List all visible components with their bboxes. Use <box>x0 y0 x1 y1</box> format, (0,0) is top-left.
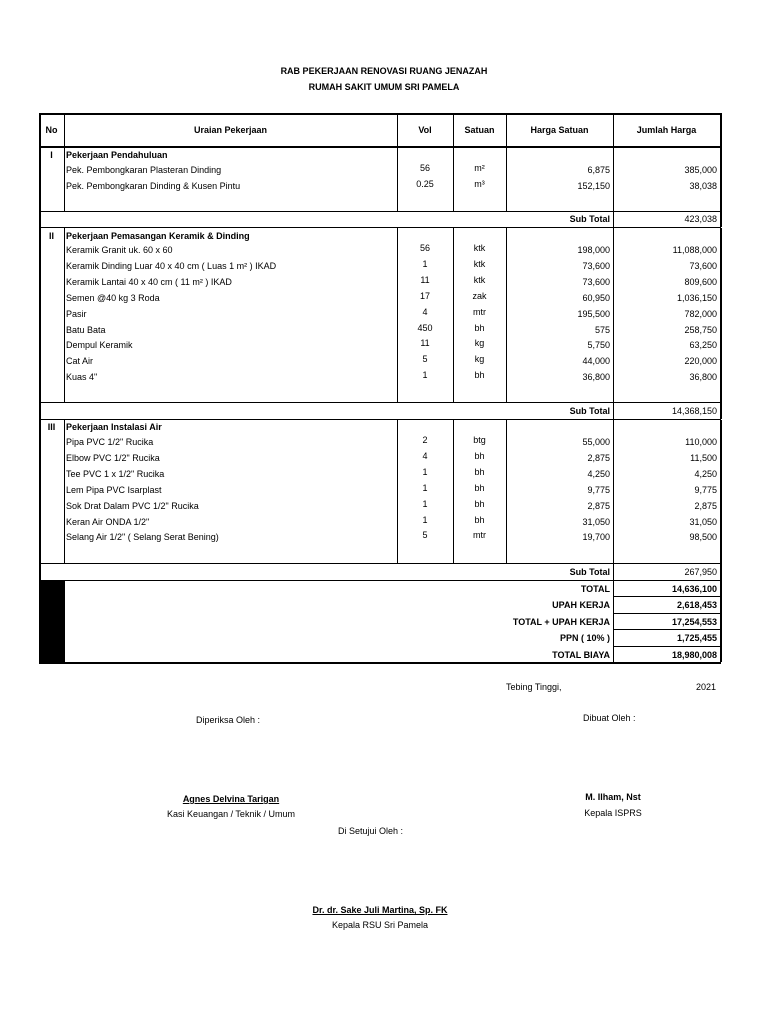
table-vline <box>720 563 722 580</box>
item-satuan: bh <box>474 498 485 509</box>
item-vol: 17 <box>419 290 430 301</box>
total-value: 1,725,455 <box>676 633 717 644</box>
item-harga-satuan: 31,050 <box>582 516 610 527</box>
item-uraian: Keran Air ONDA 1/2" <box>66 516 150 527</box>
maker-name: M. Ilham, Nst <box>585 792 641 802</box>
signature-place: Tebing Tinggi, <box>506 682 562 692</box>
table-hline <box>39 580 721 581</box>
item-vol: 4 <box>422 450 428 461</box>
header-vol: Vol <box>418 125 432 135</box>
item-jumlah-harga: 31,050 <box>689 516 717 527</box>
total-label: UPAH KERJA <box>552 600 610 611</box>
item-harga-satuan: 19,700 <box>582 532 610 543</box>
section-number: I <box>50 150 53 160</box>
total-label: TOTAL BIAYA <box>552 649 610 660</box>
checked-by-label: Diperiksa Oleh : <box>196 715 261 725</box>
table-vline <box>64 228 65 402</box>
item-harga-satuan: 2,875 <box>587 452 610 463</box>
item-uraian: Cat Air <box>66 356 94 367</box>
item-uraian: Dempul Keramik <box>66 340 133 351</box>
signature-year: 2021 <box>696 682 717 692</box>
item-uraian: Tee PVC 1 x 1/2" Rucika <box>66 468 165 479</box>
table-vline <box>613 113 614 148</box>
item-vol: 1 <box>422 498 428 509</box>
item-harga-satuan: 73,600 <box>582 260 610 271</box>
item-satuan: ktk <box>473 243 486 253</box>
item-vol: 11 <box>420 338 430 349</box>
subtotal-value: 267,950 <box>684 567 717 577</box>
item-jumlah-harga: 809,600 <box>684 276 717 287</box>
item-satuan: zak <box>472 290 487 301</box>
total-label: TOTAL + UPAH KERJA <box>512 616 610 627</box>
item-jumlah-harga: 110,000 <box>685 437 717 447</box>
item-jumlah-harga: 11,500 <box>690 452 717 463</box>
item-uraian: Pek. Pembongkaran Plasteran Dinding <box>66 165 222 175</box>
item-uraian: Keramik Dinding Luar 40 x 40 cm ( Luas 1 m² ) IKAD <box>66 260 277 271</box>
item-harga-satuan: 73,600 <box>582 276 610 287</box>
doc-title-line2: RUMAH SAKIT UMUM SRI PAMELA <box>308 82 460 92</box>
item-satuan: mtr <box>473 306 486 317</box>
item-harga-satuan: 55,000 <box>582 437 610 447</box>
subtotal-value: 14,368,150 <box>671 406 717 416</box>
table-vline <box>720 228 722 402</box>
table-vline <box>453 113 454 148</box>
item-satuan: bh <box>474 450 485 461</box>
table-hline <box>39 662 721 664</box>
item-uraian: Pek. Pembongkaran Dinding & Kusen Pintu <box>66 180 241 191</box>
item-satuan: btg <box>473 435 486 445</box>
approver-position: Kepala RSU Sri Pamela <box>331 920 429 930</box>
table-vline <box>39 228 41 402</box>
item-jumlah-harga: 220,000 <box>684 356 717 367</box>
item-harga-satuan: 9,775 <box>587 484 610 495</box>
total-value: 2,618,453 <box>676 600 717 611</box>
item-jumlah-harga: 9,775 <box>694 484 717 495</box>
table-vline <box>39 420 41 563</box>
table-vline <box>39 402 41 419</box>
item-satuan: kg <box>474 338 485 349</box>
item-harga-satuan: 195,500 <box>577 308 610 319</box>
header-harga-satuan: Harga Satuan <box>530 125 589 135</box>
section-number: II <box>48 231 54 241</box>
section-title: Pekerjaan Pemasangan Keramik & Dinding <box>66 231 250 241</box>
subtotal-value: 423,038 <box>684 214 717 224</box>
totals-black-block <box>39 580 65 662</box>
subtotal-label: Sub Total <box>569 214 610 224</box>
item-uraian: Kuas 4" <box>66 372 98 383</box>
item-jumlah-harga: 36,800 <box>689 372 717 383</box>
item-vol: 4 <box>422 306 428 317</box>
item-vol: 56 <box>419 243 430 253</box>
doc-title-line1: RAB PEKERJAAN RENOVASI RUANG JENAZAH <box>280 66 488 76</box>
total-label: TOTAL <box>580 584 610 594</box>
item-uraian: Batu Bata <box>66 324 106 335</box>
table-vline <box>720 211 722 227</box>
table-hline <box>613 596 721 597</box>
item-jumlah-harga: 63,250 <box>689 340 717 351</box>
total-value: 14,636,100 <box>671 584 717 594</box>
item-jumlah-harga: 385,000 <box>684 165 717 175</box>
table-hline <box>39 419 721 420</box>
item-satuan: bh <box>474 370 485 381</box>
item-satuan: m³ <box>474 178 485 189</box>
table-hline <box>39 563 721 564</box>
total-value: 18,980,008 <box>671 649 717 660</box>
table-vline <box>64 420 65 563</box>
table-hline <box>39 211 721 212</box>
table-hline <box>39 227 721 228</box>
header-satuan: Satuan <box>464 125 495 135</box>
item-harga-satuan: 575 <box>594 324 610 335</box>
section-title: Pekerjaan Instalasi Air <box>66 422 162 432</box>
item-jumlah-harga: 2,875 <box>694 500 717 511</box>
table-vline <box>506 113 507 148</box>
item-jumlah-harga: 98,500 <box>689 532 717 543</box>
table-hline <box>39 146 721 148</box>
item-vol: 5 <box>422 530 428 541</box>
table-hline <box>613 613 721 614</box>
item-jumlah-harga: 11,088,000 <box>672 245 717 255</box>
table-vline <box>64 148 65 211</box>
item-vol: 5 <box>422 354 428 365</box>
table-hline <box>613 646 721 647</box>
item-jumlah-harga: 1,036,150 <box>676 292 717 303</box>
item-vol: 1 <box>422 482 428 493</box>
item-vol: 56 <box>419 163 430 173</box>
subtotal-label: Sub Total <box>569 406 610 416</box>
item-jumlah-harga: 73,600 <box>689 260 717 271</box>
item-uraian: Selang Air 1/2" ( Selang Serat Bening) <box>66 532 219 543</box>
item-satuan: bh <box>474 322 485 333</box>
item-uraian: Keramik Lantai 40 x 40 cm ( 11 m² ) IKAD <box>66 276 232 287</box>
section-number: III <box>47 422 56 432</box>
item-harga-satuan: 152,150 <box>577 180 610 191</box>
item-vol: 0.25 <box>416 178 434 189</box>
header-uraian: Uraian Pekerjaan <box>193 125 268 135</box>
item-satuan: kg <box>474 354 485 365</box>
item-vol: 1 <box>422 258 428 269</box>
table-vline <box>720 580 722 662</box>
table-vline <box>64 113 65 148</box>
item-harga-satuan: 2,875 <box>587 500 610 511</box>
item-satuan: ktk <box>473 274 486 285</box>
item-uraian: Lem Pipa PVC Isarplast <box>66 484 162 495</box>
item-uraian: Semen @40 kg 3 Roda <box>66 292 160 303</box>
item-satuan: bh <box>474 482 485 493</box>
table-vline <box>39 563 41 580</box>
item-satuan: bh <box>474 514 485 525</box>
subtotal-label: Sub Total <box>569 567 610 577</box>
made-by-label: Dibuat Oleh : <box>583 713 636 723</box>
item-uraian: Pipa PVC 1/2" Rucika <box>66 437 154 447</box>
total-value: 17,254,553 <box>671 616 717 627</box>
item-vol: 11 <box>420 274 430 285</box>
table-hline <box>39 402 721 403</box>
approved-label: Di Setujui Oleh : <box>338 826 404 836</box>
item-harga-satuan: 60,950 <box>582 292 610 303</box>
item-harga-satuan: 5,750 <box>587 340 610 351</box>
section-title: Pekerjaan Pendahuluan <box>66 150 168 160</box>
item-satuan: ktk <box>473 258 486 269</box>
item-harga-satuan: 4,250 <box>587 468 610 479</box>
item-harga-satuan: 44,000 <box>582 356 610 367</box>
header-jumlah-harga: Jumlah Harga <box>636 125 697 135</box>
item-vol: 2 <box>422 435 428 445</box>
table-vline <box>397 113 398 148</box>
item-vol: 450 <box>417 322 433 333</box>
item-jumlah-harga: 38,038 <box>689 180 717 191</box>
maker-position: Kepala ISPRS <box>584 808 642 818</box>
item-harga-satuan: 6,875 <box>587 165 610 175</box>
item-satuan: m² <box>474 163 485 173</box>
item-harga-satuan: 198,000 <box>577 245 610 255</box>
total-label: PPN ( 10% ) <box>559 633 610 644</box>
approver-name: Dr. dr. Sake Juli Martina, Sp. FK <box>312 905 448 915</box>
table-hline <box>39 113 721 115</box>
table-vline <box>39 211 41 227</box>
table-vline <box>720 402 722 419</box>
table-vline <box>720 113 722 148</box>
item-uraian: Elbow PVC 1/2" Rucika <box>66 452 160 463</box>
table-vline <box>720 420 722 563</box>
item-satuan: bh <box>474 466 485 477</box>
checker-name: Agnes Delvina Tarigan <box>182 794 280 804</box>
item-vol: 1 <box>422 370 428 381</box>
header-no: No <box>45 125 58 135</box>
item-uraian: Pasir <box>66 308 87 319</box>
item-uraian: Keramik Granit uk. 60 x 60 <box>66 245 173 255</box>
item-vol: 1 <box>422 466 428 477</box>
item-jumlah-harga: 258,750 <box>684 324 717 335</box>
table-hline <box>613 629 721 630</box>
item-jumlah-harga: 782,000 <box>684 308 717 319</box>
item-harga-satuan: 36,800 <box>582 372 610 383</box>
checker-position: Kasi Keuangan / Teknik / Umum <box>167 809 295 819</box>
item-vol: 1 <box>422 514 428 525</box>
item-uraian: Sok Drat Dalam PVC 1/2" Rucika <box>66 500 199 511</box>
item-satuan: mtr <box>473 530 486 541</box>
table-vline <box>720 148 722 211</box>
table-vline <box>39 113 41 148</box>
item-jumlah-harga: 4,250 <box>694 468 717 479</box>
